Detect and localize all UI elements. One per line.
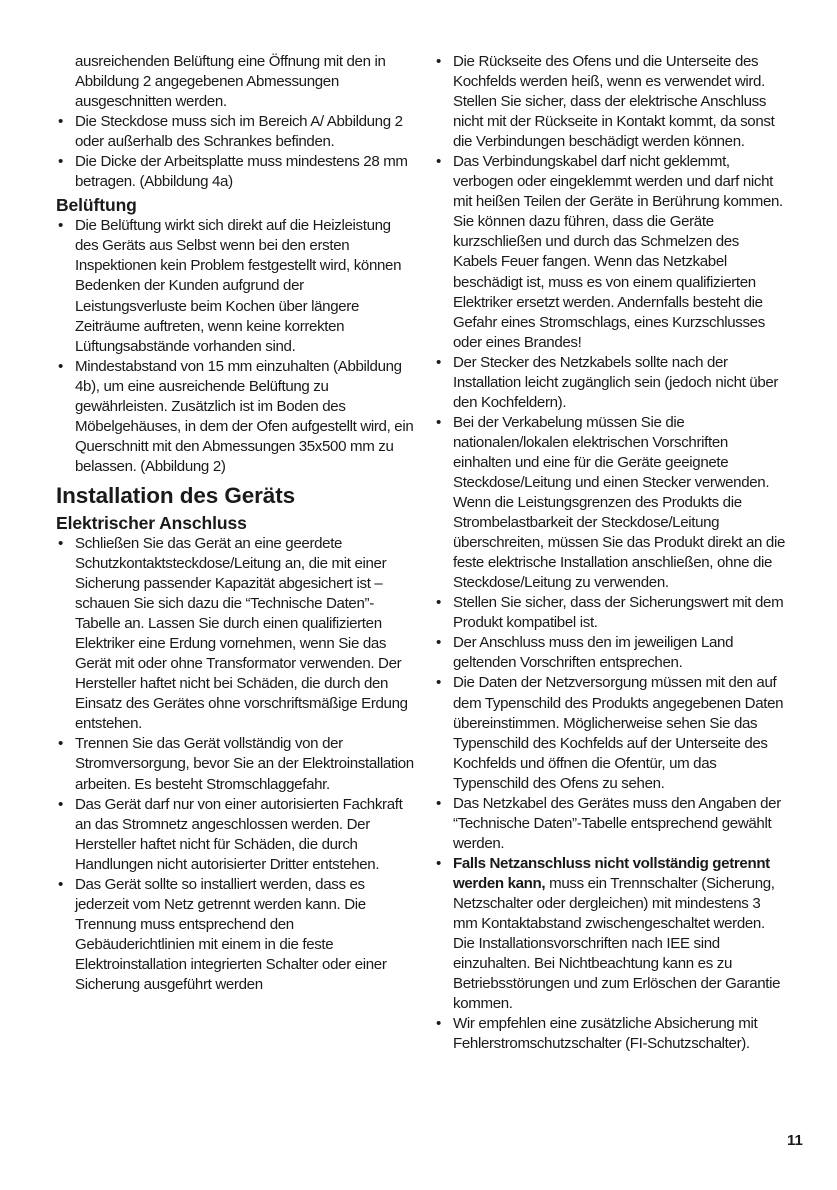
bullet-autorisierte-fachkraft: • Das Gerät darf nur von einer autorisierten Fachkraft an das Stromnetz angeschlossen werden. Der Hersteller haftet nicht für Schäden, die durch Handlungen nicht autorisierter Dritter entstehen.	[56, 795, 414, 875]
bullet-rueckseite-heiss: • Die Rückseite des Ofens und die Unterseite des Kochfelds werden heiß, wenn es verwendet wird. Stellen Sie sicher, dass der elektrische Anschluss nicht mit der Rückseite in Kontakt kommt, da sonst die Verbindungen beschädigt werden können.	[434, 52, 786, 152]
bullet-netzkabel-tabelle: • Das Netzkabel des Gerätes muss den Angaben der “Technische Daten”-Tabelle entsprechend gewählt werden.	[434, 794, 786, 854]
bullet-stromversorgung-trennen: • Trennen Sie das Gerät vollständig von der Stromversorgung, bevor Sie an der Elektroinstallation arbeiten. Es besteht Stromschlaggefahr.	[56, 734, 414, 794]
bullet-belueftung-heizleistung: • Die Belüftung wirkt sich direkt auf die Heizleistung des Geräts aus Selbst wenn bei den ersten Inspektionen kein Problem festgestellt wird, können Bedenken der Kunden aufgrund der Leistungsverluste beim Kochen über längere Zeiträume auftreten, wenn keine korrekten Lüftungsabstände vorhanden sind.	[56, 216, 414, 356]
bullet-verbindungskabel: • Das Verbindungskabel darf nicht geklemmt, verbogen oder eingeklemmt werden und darf nicht mit heißen Teilen der Geräte in Berührung kommen. Sie können dazu führen, dass die Geräte kurzschließen und durch das Schmelzen des Kabels Feuer fangen. Wenn das Netzkabel beschädigt ist, muss es von einem qualifizierten Elektriker ersetzt werden. Andernfalls besteht die Gefahr eines Stromschlags, eines Kurzschlusses oder eines Brandes!	[434, 152, 786, 352]
bold-warning: Falls Netzanschluss nicht vollständig getrennt werden kann,	[453, 854, 770, 892]
heading-elektrischer-anschluss: Elektrischer Anschluss	[56, 512, 247, 533]
right-column	[434, 52, 786, 1054]
bullet-trennschalter	[434, 854, 786, 1014]
paragraph-intro: ausreichenden Belüftung eine Öffnung mit den in Abbildung 2 angegebenen Abmessungen ausgeschnitten werden.	[75, 53, 386, 111]
bullet-netzstecker: • Der Stecker des Netzkabels sollte nach der Installation leicht zugänglich sein (jedoch nicht über den Kochfeldern).	[434, 353, 786, 413]
bullet-netztrennung: • Das Gerät sollte so installiert werden, dass es jederzeit vom Netz getrennt werden kann. Die Trennung muss entsprechend den Gebäuderichtlinien mit einem in die feste Elektroinstallation integrierten Schalter oder einer Sicherung ausgeführt werden	[56, 875, 414, 995]
page-number: 11	[787, 1132, 803, 1149]
heading-belueftung: Belüftung	[56, 195, 137, 216]
bullet-fi-schutzschalter: • Wir empfehlen eine zusätzliche Absicherung mit Fehlerstromschutzschalter (FI-Schutzschalter).	[434, 1014, 786, 1054]
bullet-steckdose: • Die Steckdose muss sich im Bereich A/ Abbildung 2 oder außerhalb des Schrankes befinden.	[56, 112, 414, 152]
bullet-verkabelung: • Bei der Verkabelung müssen Sie die nationalen/lokalen elektrischen Vorschriften einhalten und eine für die Geräte geeignete Steckdose/Leitung und einen Stecker verwenden. Wenn die Leistungsgrenzen des Produkts die Strombelastbarkeit der Steckdose/Leitung überschreiten, müssen Sie das Produkt direkt an die feste elektrische Installation anschließen, ohne die Steckdose/Leitung zu verwenden.	[434, 413, 786, 593]
bullet-mindestabstand: • Mindestabstand von 15 mm einzuhalten (Abbildung 4b), um eine ausreichende Belüftung zu gewährleisten. Zusätzlich ist im Boden des Möbelgehäuses, in dem der Ofen aufgestellt wird, ein Querschnitt mit den Abmessungen 35x500 mm zu belassen. (Abbildung 2)	[56, 357, 414, 477]
bullet-arbeitsplatte: • Die Dicke der Arbeitsplatte muss mindestens 28 mm betragen. (Abbildung 4a)	[56, 152, 414, 192]
bullet-typenschild: • Die Daten der Netzversorgung müssen mit den auf dem Typenschild des Produkts angegebenen Daten übereinstimmen. Möglicherweise sehen Sie das Typenschild des Kochfelds auf der Unterseite des Kochfelds und öffnen die Ofentür, um das Typenschild des Ofens zu sehen.	[434, 673, 786, 793]
heading-installation: Installation des Geräts	[56, 482, 296, 508]
bullet-geerdete-steckdose: • Schließen Sie das Gerät an eine geerdete Schutzkontaktsteckdose/Leitung an, die mit einer Sicherung passender Kapazität abgesichert ist – schauen Sie sich dazu die “Technische Daten”-Tabelle an. Lassen Sie durch einen qualifizierten Elektriker eine Erdung vornehmen, wenn Sie das Gerät mit oder ohne Transformator verwenden. Der Hersteller haftet nicht bei Schäden, die durch den Einsatz des Gerätes ohne vorschriftsmäßige Erdung entstehen.	[56, 534, 414, 734]
left-column	[56, 52, 414, 995]
trennschalter-text: muss ein Trennschalter (Sicherung, Netzschalter oder dergleichen) mit mindestens 3 mm Kontaktabstand zwischengeschaltet werden. Die Installationsvorschriften nach IEE sind einzuhalten. Bei Nichtbeachtung kann es zu Betriebsstörungen und zum Erlöschen der Garantie kommen.	[453, 874, 781, 1013]
bullet-sicherungswert: • Stellen Sie sicher, dass der Sicherungswert mit dem Produkt kompatibel ist.	[434, 593, 786, 633]
bullet-vorschriften: • Der Anschluss muss den im jeweiligen Land geltenden Vorschriften entsprechen.	[434, 633, 786, 673]
